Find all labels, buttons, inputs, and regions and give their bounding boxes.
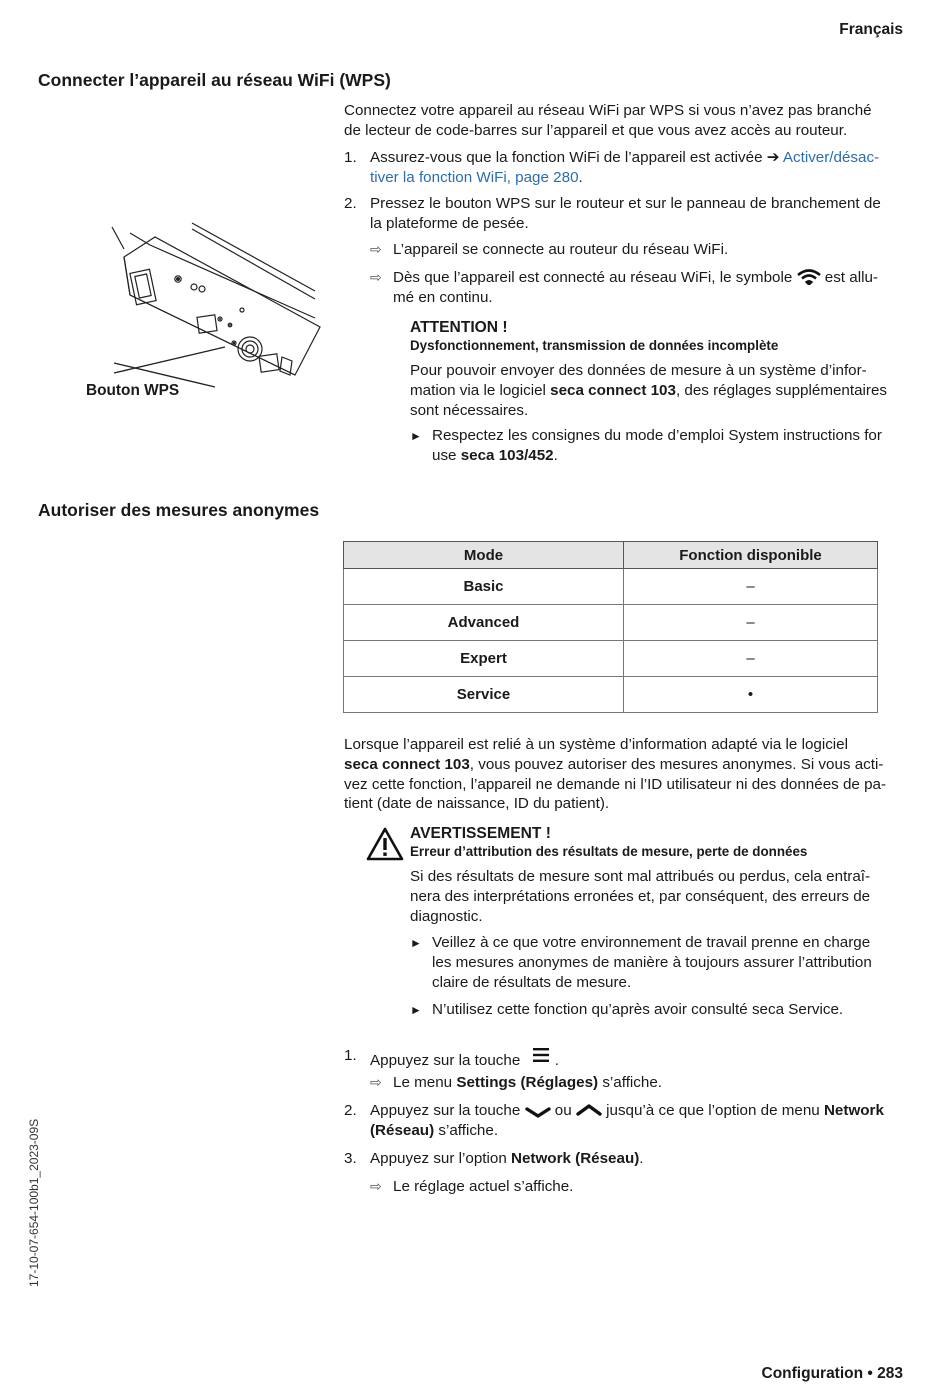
- mode-table: [343, 541, 878, 713]
- warning-triangle-icon: [366, 827, 404, 861]
- step-number: 3.: [344, 1150, 357, 1167]
- procedure-result-1: ⇨ Le menu Settings (Réglages) s’affiche.: [370, 1074, 662, 1091]
- table-row: [344, 677, 878, 713]
- action-marker-icon: ►: [410, 936, 422, 951]
- table-row: [344, 605, 878, 641]
- attention-body: Pour pouvoir envoyer des données de mesure à un système d’infor- mation via le logiciel seca connect 103, des réglages supplémentaires sont nécessaires.: [410, 362, 887, 419]
- procedure-step-1: 1. Appuyez sur la touche .: [344, 1047, 559, 1069]
- action-marker-icon: ►: [410, 429, 422, 444]
- warning-action-2: ► N’utilisez cette fonction qu’après avoir consulté seca Service.: [410, 1000, 910, 1020]
- procedure-result-3: ⇨ Le réglage actuel s’affiche.: [370, 1178, 574, 1195]
- result-arrow-icon: ⇨: [370, 1074, 382, 1090]
- step-2: 2. Pressez le bouton WPS sur le routeur et sur le panneau de branchement de la plateforme de pesée.: [344, 195, 881, 232]
- result-2: ⇨ Dès que l’appareil est connecté au réseau WiFi, le symbole est allu- mé en continu.: [370, 269, 878, 306]
- chevron-up-icon: [576, 1103, 602, 1117]
- result-arrow-icon: ⇨: [370, 241, 382, 257]
- result-arrow-icon: ⇨: [370, 269, 382, 285]
- attention-notice: [410, 319, 910, 466]
- intro-paragraph: Connectez votre appareil au réseau WiFi par WPS si vous n’avez pas branché de lecteur de code-barres sur l’appareil et que vous avez accès au routeur.: [344, 102, 872, 139]
- table-header-row: [344, 542, 878, 569]
- procedure-step-3: 3. Appuyez sur l’option Network (Réseau).: [344, 1150, 644, 1167]
- mode-cell: Advanced: [344, 605, 624, 641]
- warning-notice: [410, 825, 910, 1020]
- warning-title: AVERTISSEMENT !: [410, 825, 551, 842]
- result-arrow-icon: ⇨: [370, 1178, 382, 1194]
- procedure-step-2: 2. Appuyez sur la touche ou jusqu’à ce que l’option de menu Network (Réseau) s’affiche.: [344, 1102, 884, 1139]
- step-number: 1.: [344, 1047, 357, 1064]
- menu-icon: [531, 1046, 551, 1064]
- attention-subtitle: Dysfonctionnement, transmission de données incomplète: [410, 338, 779, 353]
- arrow-right-icon: ➔: [766, 149, 780, 166]
- figure-label-wps-button: Bouton WPS: [86, 382, 180, 399]
- document-code: 17-10-07-654-100b1_2023-09S: [27, 1118, 41, 1287]
- link-activate-wifi-cont[interactable]: tiver la fonction WiFi, page 280: [370, 168, 579, 186]
- availability-cell: –: [624, 641, 878, 677]
- chevron-down-icon: [525, 1105, 551, 1119]
- page-footer: Configuration • 283: [761, 1365, 903, 1382]
- attention-title: ATTENTION !: [410, 319, 508, 336]
- column-header-function: Fonction disponible: [624, 542, 878, 569]
- availability-cell: –: [624, 605, 878, 641]
- attention-action: ► Respectez les consignes du mode d’emploi System instructions for use seca 103/452.: [410, 427, 882, 465]
- step-number: 2.: [344, 1102, 357, 1119]
- section-title-wps: Connecter l’appareil au réseau WiFi (WPS): [38, 70, 391, 90]
- mode-cell: Expert: [344, 641, 624, 677]
- warning-body: Si des résultats de mesure sont mal attribués ou perdus, cela entraî- nera des interprétations erronées et, par conséquent, des erreurs de diagnostic.: [410, 868, 871, 925]
- mode-cell: Basic: [344, 569, 624, 605]
- anonymous-paragraph: Lorsque l’appareil est relié à un système d’information adapté via le logiciel seca connect 103, vous pouvez autoriser des mesures anonymes. Si vous acti- vez cette fonction, l’appareil ne demande ni l’ID utilisateur ni des données de pa- tient (date de naissance, ID du patient).: [344, 736, 887, 813]
- step-number: 2.: [344, 195, 357, 212]
- result-1: ⇨ L’appareil se connecte au routeur du réseau WiFi.: [370, 241, 729, 258]
- table-row: [344, 569, 878, 605]
- mode-cell: Service: [344, 677, 624, 713]
- step-number: 1.: [344, 149, 357, 166]
- warning-subtitle: Erreur d’attribution des résultats de mesure, perte de données: [410, 844, 808, 859]
- table-row: [344, 641, 878, 677]
- step-1: 1. Assurez-vous que la fonction WiFi de l’appareil est activée ➔ Activer/désac- tiver la fonction WiFi, page 280.: [344, 149, 880, 186]
- availability-cell: –: [624, 569, 878, 605]
- action-marker-icon: ►: [410, 1002, 422, 1017]
- wifi-icon: [797, 269, 821, 285]
- column-header-mode: Mode: [344, 542, 624, 569]
- availability-cell: •: [624, 677, 878, 713]
- section-title-anonymous: Autoriser des mesures anonymes: [38, 500, 320, 520]
- page-language: Français: [839, 21, 903, 38]
- link-activate-wifi[interactable]: Activer/désac-: [782, 149, 880, 166]
- warning-action-1: ► Veillez à ce que votre environnement de travail prenne en charge les mesures anonymes de manière à toujours assurer l’attribution claire de résultats de mesure.: [410, 934, 872, 991]
- device-wps-illustration: [100, 215, 330, 395]
